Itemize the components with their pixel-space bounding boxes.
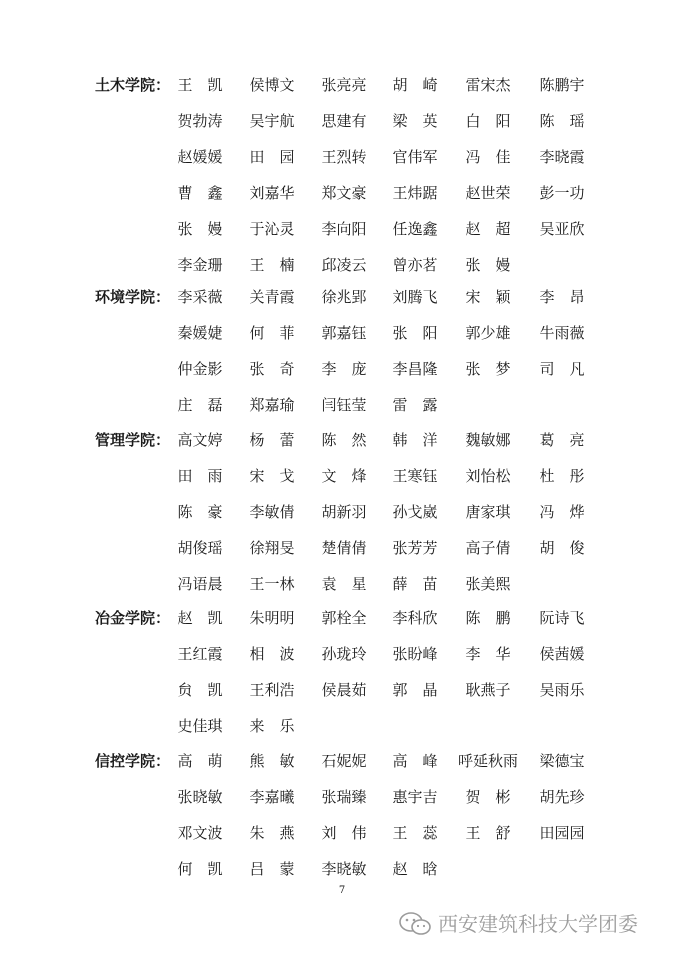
student-name: 耿燕子	[465, 681, 511, 699]
student-name: 王 舒	[465, 824, 511, 842]
student-name: 陈 然	[321, 431, 367, 449]
name-row	[0, 318, 677, 354]
student-name: 孙戈崴	[392, 503, 438, 521]
student-name: 刘 伟	[321, 824, 367, 842]
section-label: 信控学院：	[95, 752, 171, 770]
student-name: 雷宋杰	[465, 76, 511, 94]
student-name: 庄 磊	[177, 396, 223, 414]
student-name: 吕 蒙	[249, 860, 295, 878]
student-name: 张 嫚	[177, 220, 223, 238]
student-name: 魏敏娜	[465, 431, 511, 449]
student-name: 于沁灵	[249, 220, 295, 238]
student-name: 郭栓全	[321, 609, 367, 627]
name-row	[0, 461, 677, 497]
student-name: 韩 洋	[392, 431, 438, 449]
student-name: 张晓敏	[177, 788, 223, 806]
student-name: 胡先珍	[539, 788, 585, 806]
student-name: 徐翔旻	[249, 539, 295, 557]
student-name: 张盼峰	[392, 645, 438, 663]
student-name: 胡新羽	[321, 503, 367, 521]
student-name: 杨 蕾	[249, 431, 295, 449]
student-name: 郭少雄	[465, 324, 511, 342]
student-name: 李金珊	[177, 256, 223, 274]
section-label: 环境学院：	[95, 288, 171, 306]
student-name: 孙珑玲	[321, 645, 367, 663]
student-name: 彭一功	[539, 184, 585, 202]
student-name: 石妮妮	[321, 752, 367, 770]
student-name: 刘腾飞	[392, 288, 438, 306]
student-name: 李 昂	[539, 288, 585, 306]
student-name: 胡俊瑶	[177, 539, 223, 557]
name-row	[0, 354, 677, 390]
student-name: 贺 彬	[465, 788, 511, 806]
student-name: 冯语晨	[177, 575, 223, 593]
student-name: 侯博文	[249, 76, 295, 94]
student-name: 闫钰莹	[321, 396, 367, 414]
student-name: 赵 凯	[177, 609, 223, 627]
student-name: 张 梦	[465, 360, 511, 378]
name-row	[0, 675, 677, 711]
student-name: 熊 敏	[249, 752, 295, 770]
student-name: 赵 超	[465, 220, 511, 238]
student-name: 张 嫚	[465, 256, 511, 274]
student-name: 王烈转	[321, 148, 367, 166]
student-name: 陈 鹏	[465, 609, 511, 627]
student-name: 王 楠	[249, 256, 295, 274]
student-name: 何 凯	[177, 860, 223, 878]
page-number: 7	[338, 885, 346, 896]
student-name: 高子倩	[465, 539, 511, 557]
name-row	[0, 390, 677, 426]
student-name: 冯 烨	[539, 503, 585, 521]
student-name: 葛 亮	[539, 431, 585, 449]
student-name: 田 园	[249, 148, 295, 166]
student-name: 贠 凯	[177, 681, 223, 699]
wechat-icon	[398, 911, 432, 937]
name-row	[0, 746, 677, 782]
student-name: 侯茜媛	[539, 645, 585, 663]
student-name: 唐家琪	[465, 503, 511, 521]
section-2	[0, 282, 677, 426]
student-name: 袁 星	[321, 575, 367, 593]
student-name: 梁 英	[392, 112, 438, 130]
student-name: 司 凡	[539, 360, 585, 378]
student-name: 楚倩倩	[321, 539, 367, 557]
student-name: 文 烽	[321, 467, 367, 485]
student-name: 李科欣	[392, 609, 438, 627]
student-name: 张瑞臻	[321, 788, 367, 806]
student-name: 曾亦茗	[392, 256, 438, 274]
student-name: 思建有	[321, 112, 367, 130]
student-name: 王炜踞	[392, 184, 438, 202]
student-name: 王利浩	[249, 681, 295, 699]
student-name: 赵 晗	[392, 860, 438, 878]
student-name: 杜 彤	[539, 467, 585, 485]
student-name: 王红霞	[177, 645, 223, 663]
student-name: 邓文波	[177, 824, 223, 842]
student-name: 宋 颖	[465, 288, 511, 306]
name-row	[0, 178, 677, 214]
student-name: 相 波	[249, 645, 295, 663]
name-row	[0, 711, 677, 747]
student-name: 高文婷	[177, 431, 223, 449]
student-name: 郑文豪	[321, 184, 367, 202]
student-name: 高 萌	[177, 752, 223, 770]
student-name: 朱明明	[249, 609, 295, 627]
student-name: 宋 戈	[249, 467, 295, 485]
student-name: 呼延秋雨	[457, 752, 518, 770]
student-name: 张 奇	[249, 360, 295, 378]
student-name: 阮诗飞	[539, 609, 585, 627]
name-row	[0, 497, 677, 533]
student-name: 梁德宝	[539, 752, 585, 770]
student-name: 冯 佳	[465, 148, 511, 166]
name-row	[0, 533, 677, 569]
name-row	[0, 818, 677, 854]
student-name: 郑嘉瑜	[249, 396, 295, 414]
student-name: 张亮亮	[321, 76, 367, 94]
student-name: 王 蕊	[392, 824, 438, 842]
student-name: 王一林	[249, 575, 295, 593]
student-name: 吴宇航	[249, 112, 295, 130]
student-name: 吴雨乐	[539, 681, 585, 699]
name-row	[0, 569, 677, 605]
student-name: 刘嘉华	[249, 184, 295, 202]
student-name: 陈 豪	[177, 503, 223, 521]
student-name: 陈鹏宇	[539, 76, 585, 94]
student-name: 李晓霞	[539, 148, 585, 166]
student-name: 吴亚欣	[539, 220, 585, 238]
student-name: 张芳芳	[392, 539, 438, 557]
watermark-text: 西安建筑科技大学团委	[438, 912, 638, 936]
section-label: 土木学院：	[95, 76, 171, 94]
student-name: 赵媛媛	[177, 148, 223, 166]
name-row	[0, 70, 677, 106]
student-name: 李昌隆	[392, 360, 438, 378]
section-label: 管理学院：	[95, 431, 171, 449]
student-name: 李 华	[465, 645, 511, 663]
student-name: 李敏倩	[249, 503, 295, 521]
student-name: 郭 晶	[392, 681, 438, 699]
student-name: 李向阳	[321, 220, 367, 238]
student-name: 任逸鑫	[392, 220, 438, 238]
name-row	[0, 603, 677, 639]
name-row	[0, 214, 677, 250]
student-name: 郭嘉钰	[321, 324, 367, 342]
student-name: 田园园	[539, 824, 585, 842]
student-name: 白 阳	[465, 112, 511, 130]
student-name: 李晓敏	[321, 860, 367, 878]
student-name: 张美熙	[465, 575, 511, 593]
student-name: 邱凌云	[321, 256, 367, 274]
student-name: 何 菲	[249, 324, 295, 342]
section-5	[0, 746, 677, 890]
section-label: 冶金学院：	[95, 609, 171, 627]
student-name: 关青霞	[249, 288, 295, 306]
name-row	[0, 250, 677, 286]
student-name: 来 乐	[249, 717, 295, 735]
student-name: 仲金影	[177, 360, 223, 378]
student-name: 朱 燕	[249, 824, 295, 842]
section-1	[0, 70, 677, 286]
section-4	[0, 603, 677, 747]
student-name: 侯晨茹	[321, 681, 367, 699]
student-name: 贺勃涛	[177, 112, 223, 130]
name-row	[0, 142, 677, 178]
student-name: 曹 鑫	[177, 184, 223, 202]
student-name: 陈 瑶	[539, 112, 585, 130]
section-3	[0, 425, 677, 605]
student-name: 牛雨薇	[539, 324, 585, 342]
student-name: 惠宇吉	[392, 788, 438, 806]
student-name: 秦媛婕	[177, 324, 223, 342]
student-name: 薛 苗	[392, 575, 438, 593]
student-name: 史佳琪	[177, 717, 223, 735]
student-name: 刘怡松	[465, 467, 511, 485]
student-name: 胡 俊	[539, 539, 585, 557]
student-name: 李嘉曦	[249, 788, 295, 806]
student-name: 田 雨	[177, 467, 223, 485]
student-name: 李采薇	[177, 288, 223, 306]
student-name: 官伟军	[392, 148, 438, 166]
student-name: 张 阳	[392, 324, 438, 342]
watermark	[398, 906, 638, 942]
name-row	[0, 282, 677, 318]
student-name: 王 凯	[177, 76, 223, 94]
name-row	[0, 106, 677, 142]
name-row	[0, 782, 677, 818]
student-name: 赵世荣	[465, 184, 511, 202]
name-row	[0, 639, 677, 675]
student-name: 高 峰	[392, 752, 438, 770]
student-name: 徐兆郢	[321, 288, 367, 306]
student-name: 雷 露	[392, 396, 438, 414]
student-name: 李 庞	[321, 360, 367, 378]
student-name: 王寒钰	[392, 467, 438, 485]
student-name: 胡 崎	[392, 76, 438, 94]
name-row	[0, 425, 677, 461]
